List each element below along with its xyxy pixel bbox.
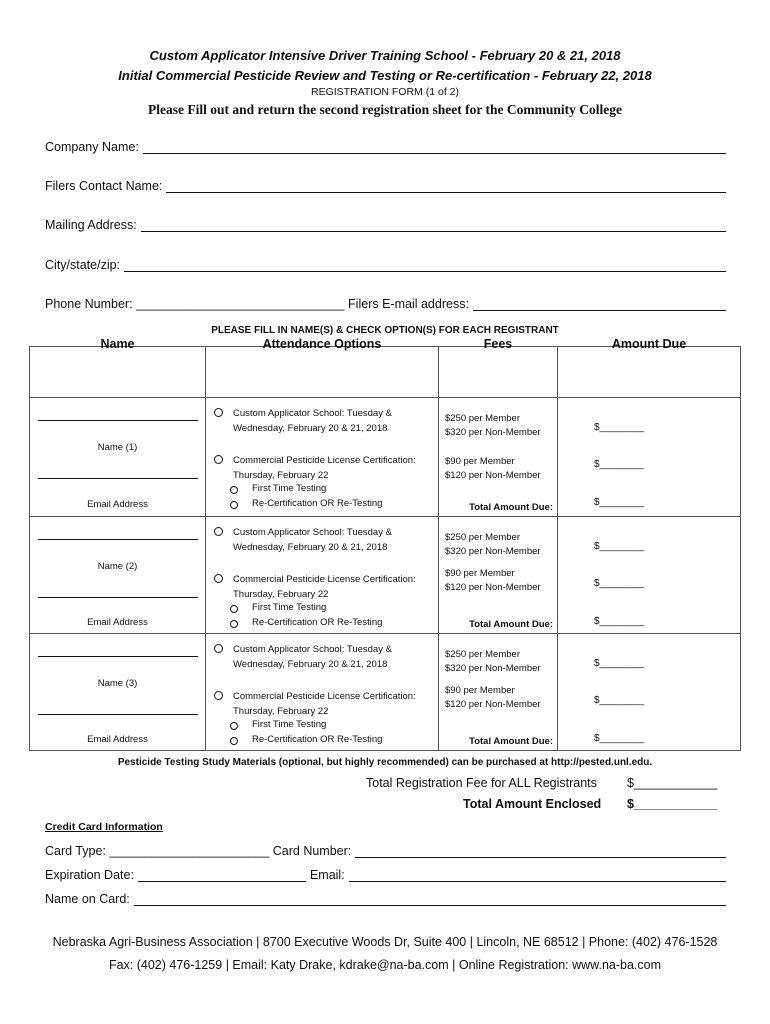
email-label: Email:: [309, 868, 345, 882]
company-name-field[interactable]: [45, 136, 726, 154]
total-enclosed-value[interactable]: $____________: [627, 797, 718, 811]
radio-circle-icon[interactable]: [230, 605, 238, 613]
amount-cell: [558, 634, 741, 751]
radio-circle-icon[interactable]: [214, 644, 223, 653]
company-name-line[interactable]: [143, 139, 726, 154]
title-line-2: Initial Commercial Pesticide Review and Testing or Re-certification - February 22, 2018: [118, 68, 652, 83]
registrant-table: [29, 337, 741, 751]
name-cell: [30, 398, 206, 517]
name-line[interactable]: [38, 656, 198, 657]
table-row: [30, 634, 741, 751]
form-label: REGISTRATION FORM (1 of 2): [311, 86, 459, 98]
radio-circle-icon[interactable]: [230, 722, 238, 730]
fees-cell: [439, 634, 558, 751]
radio-circle-icon[interactable]: [230, 486, 238, 494]
total-amount-line[interactable]: $________: [594, 733, 645, 744]
sub-option-recert[interactable]: Re-Certification OR Re-Testing: [230, 498, 382, 509]
total-amount-line[interactable]: $________: [594, 616, 645, 627]
radio-circle-icon[interactable]: [214, 455, 223, 464]
sub-option-first-time[interactable]: First Time Testing: [230, 483, 326, 494]
name-line[interactable]: [38, 420, 198, 421]
sub-option-recert[interactable]: Re-Certification OR Re-Testing: [230, 617, 382, 628]
expiration-label: Expiration Date:: [45, 868, 134, 882]
phone-email-label: Phone Number: ______________________________ Filers E-mail address:: [45, 297, 469, 311]
fee-commercial: $90 per Member $120 per Non-Member: [445, 568, 541, 593]
name-label: Name (1): [97, 442, 138, 453]
amount-line[interactable]: $________: [594, 541, 645, 552]
card-number-line[interactable]: [355, 843, 726, 858]
mailing-address-line[interactable]: [141, 217, 726, 232]
attendance-cell: [206, 398, 439, 517]
radio-circle-icon[interactable]: [230, 620, 238, 628]
sub-option-recert[interactable]: Re-Certification OR Re-Testing: [230, 734, 382, 745]
radio-circle-icon[interactable]: [214, 574, 223, 583]
total-fee-label: Total Registration Fee for ALL Registrants: [366, 776, 597, 790]
total-amount-line[interactable]: $________: [594, 497, 645, 508]
email-line[interactable]: [473, 296, 726, 311]
table-row: [30, 398, 741, 517]
amount-line[interactable]: $________: [594, 695, 645, 706]
radio-circle-icon[interactable]: [214, 691, 223, 700]
cc-email-line[interactable]: [349, 867, 726, 882]
fee-commercial: $90 per Member $120 per Non-Member: [445, 456, 541, 481]
total-due-label: Total Amount Due:: [469, 736, 553, 747]
footer-address: Nebraska Agri-Business Association | 8700 Executive Woods Dr, Suite 400 | Lincoln, NE 68512 | Phone: (402) 476-1528: [52, 935, 718, 949]
fees-cell: [439, 517, 558, 634]
sub-option-first-time[interactable]: First Time Testing: [230, 719, 326, 730]
city-state-zip-line[interactable]: [124, 257, 726, 272]
card-type-number-field[interactable]: [45, 840, 726, 858]
email-line[interactable]: [38, 597, 198, 598]
option-commercial-license[interactable]: Commercial Pesticide License Certification: Thursday, February 22: [214, 572, 434, 602]
amount-line[interactable]: $________: [594, 459, 645, 470]
option-custom-applicator[interactable]: Custom Applicator School: Tuesday & Wednesday, February 20 & 21, 2018: [214, 525, 434, 555]
total-enclosed-label: Total Amount Enclosed: [463, 797, 602, 811]
email-label: Email Address: [87, 734, 148, 745]
name-cell: [30, 517, 206, 634]
table-header-row: [30, 347, 741, 398]
total-fee-value[interactable]: $____________: [627, 776, 718, 790]
mailing-address-field[interactable]: [45, 214, 726, 232]
card-type-label: Card Type: _______________________ Card Number:: [45, 844, 352, 858]
option-commercial-license[interactable]: Commercial Pesticide License Certification: Thursday, February 22: [214, 689, 434, 719]
radio-circle-icon[interactable]: [214, 408, 223, 417]
title-line-1: Custom Applicator Intensive Driver Training School - February 20 & 21, 2018: [149, 48, 621, 63]
company-name-label: Company Name:: [45, 140, 139, 154]
city-state-zip-field[interactable]: [45, 254, 726, 272]
attendance-cell: [206, 517, 439, 634]
email-line[interactable]: [38, 478, 198, 479]
instruction: Please Fill out and return the second registration sheet for the Community College: [148, 102, 622, 117]
fee-custom: $250 per Member $320 per Non-Member: [445, 649, 541, 674]
radio-circle-icon[interactable]: [230, 737, 238, 745]
footer-contact: Fax: (402) 476-1259 | Email: Katy Drake, kdrake@na-ba.com | Online Registration: www.na-ba.com: [108, 958, 662, 972]
header-attendance: Attendance Options: [206, 347, 439, 398]
table-row: [30, 517, 741, 634]
phone-email-field[interactable]: [45, 293, 726, 311]
fee-custom: $250 per Member $320 per Non-Member: [445, 532, 541, 557]
study-materials-note: Pesticide Testing Study Materials (optional, but highly recommended) can be purchased at http://pested.unl.edu.: [117, 757, 653, 768]
amount-line[interactable]: $________: [594, 578, 645, 589]
name-line[interactable]: [38, 539, 198, 540]
mailing-address-label: Mailing Address:: [45, 218, 137, 232]
fee-commercial: $90 per Member $120 per Non-Member: [445, 685, 541, 710]
header-name: Name: [30, 347, 206, 398]
table-note: PLEASE FILL IN NAME(S) & CHECK OPTION(S) FOR EACH REGISTRANT: [211, 325, 559, 336]
fees-cell: [439, 398, 558, 517]
sub-option-first-time[interactable]: First Time Testing: [230, 602, 326, 613]
header-amount-due: Amount Due: [558, 347, 741, 398]
email-label: Email Address: [87, 499, 148, 510]
fee-custom: $250 per Member $320 per Non-Member: [445, 413, 541, 438]
name-cell: [30, 634, 206, 751]
city-state-zip-label: City/state/zip:: [45, 258, 121, 272]
expiration-line[interactable]: [138, 867, 306, 882]
email-line[interactable]: [38, 714, 198, 715]
radio-circle-icon[interactable]: [230, 501, 238, 509]
amount-cell: [558, 517, 741, 634]
total-due-label: Total Amount Due:: [469, 502, 553, 513]
name-label: Name (3): [97, 678, 138, 689]
name-on-card-field[interactable]: [45, 888, 726, 906]
option-custom-applicator[interactable]: Custom Applicator School: Tuesday & Wednesday, February 20 & 21, 2018: [214, 406, 434, 436]
total-due-label: Total Amount Due:: [469, 619, 553, 630]
contact-name-line[interactable]: [166, 178, 726, 193]
amount-line[interactable]: $________: [594, 422, 645, 433]
option-custom-applicator[interactable]: Custom Applicator School: Tuesday & Wednesday, February 20 & 21, 2018: [214, 642, 434, 672]
name-on-card-label: Name on Card:: [45, 892, 130, 906]
radio-circle-icon[interactable]: [214, 527, 223, 536]
name-on-card-line[interactable]: [134, 891, 726, 906]
amount-cell: [558, 398, 741, 517]
amount-line[interactable]: $________: [594, 658, 645, 669]
contact-name-field[interactable]: [45, 175, 726, 193]
contact-name-label: Filers Contact Name:: [45, 179, 163, 193]
attendance-cell: [206, 634, 439, 751]
name-label: Name (2): [97, 561, 138, 572]
option-commercial-license[interactable]: Commercial Pesticide License Certification: Thursday, February 22: [214, 453, 434, 483]
email-label: Email Address: [87, 617, 148, 628]
credit-card-heading: Credit Card Information: [45, 821, 163, 833]
expiration-email-field[interactable]: [45, 864, 726, 882]
header-fees: Fees: [439, 347, 558, 398]
